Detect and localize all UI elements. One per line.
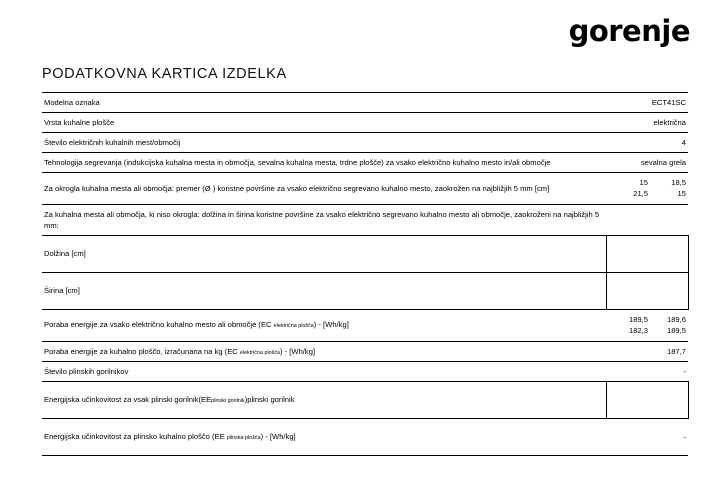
row-label-part: Poraba energije za kuhalno ploščo, izračunana na kg (EC <box>44 346 240 356</box>
row-label-part: ) - [Wh/kg] <box>260 432 296 442</box>
diameter-1: 15 <box>639 178 648 187</box>
row-label: Za okrogla kuhalna mesta ali območja: premer (Ø ) koristne površine za vsako električno segrevano kuhalno mesto, zaokrožen na najbližjih 5 mm [cm] <box>42 173 606 205</box>
row-label-subscript: električna plošča <box>239 349 281 356</box>
row-value <box>606 204 688 235</box>
table-row <box>42 419 688 456</box>
row-label: Modelna oznaka <box>42 93 606 113</box>
row-value: električna <box>606 113 688 133</box>
row-label <box>42 419 606 456</box>
row-label: Tehnologija segrevanja (indukcijska kuhalna mesta in območja, sevalna kuhalna mesta, trdne plošče) za vsako električno kuhalno mesto in/ali območje <box>42 153 606 173</box>
page-title: PODATKOVNA KARTICA IZDELKA <box>42 66 287 82</box>
row-value: 187,7 <box>606 341 688 362</box>
row-label-part: ) - [Wh/kg] <box>280 346 316 356</box>
row-label: Število električnih kuhalnih mest/območij <box>42 133 606 153</box>
energy-2: 189,6 <box>666 314 686 324</box>
row-value: - <box>606 362 688 382</box>
energy-4: 189,5 <box>666 326 686 336</box>
table-row <box>42 204 688 235</box>
table-row <box>42 235 688 272</box>
row-label-part: ) - [Wh/kg] <box>313 320 349 330</box>
row-value <box>606 309 688 341</box>
table-row <box>42 272 688 309</box>
table-row <box>42 153 688 173</box>
row-label: Število plinskih gorilnikov <box>42 362 606 382</box>
row-label <box>42 341 606 362</box>
table-row <box>42 382 688 419</box>
row-value <box>606 382 688 419</box>
row-value: sevalna grela <box>606 153 688 173</box>
diameter-2: 18,5 <box>671 178 686 187</box>
table-row <box>42 341 688 362</box>
row-value: 4 <box>606 133 688 153</box>
row-label <box>42 382 606 419</box>
table-row <box>42 113 688 133</box>
row-label-part: Poraba energije za vsako električno kuhalno mesto ali območje (EC <box>44 320 274 330</box>
row-label: Dolžina [cm] <box>42 235 606 272</box>
table-row <box>42 362 688 382</box>
specifications-table <box>42 92 689 456</box>
row-value <box>606 235 688 272</box>
table-row <box>42 133 688 153</box>
row-label: Vrsta kuhalne plošče <box>42 113 606 133</box>
row-label-subscript: plinski gorilnik <box>211 398 245 405</box>
row-label-part: Energijska učinkovitost za plinsko kuhalno ploščo (EE <box>44 432 227 442</box>
table-row <box>42 173 688 205</box>
row-label <box>42 309 606 341</box>
row-value: ECT41SC <box>606 93 688 113</box>
row-label: Za kuhalna mesta ali območja, ki niso okrogla: dolžina in širina koristne površine za vsako električno segrevano kuhalno mesto ali območje, zaokroženi na najbližjih 5 mm: <box>42 204 606 235</box>
diameter-4: 15 <box>677 189 686 199</box>
row-label-subscript: električna plošča <box>273 323 314 330</box>
row-label-part: )plinski gorilnik <box>244 395 295 405</box>
row-label: Širina [cm] <box>42 272 606 309</box>
gorenje-logo: gorenje <box>568 14 690 48</box>
row-label-part: Energijska učinkovitost za vsak plinski gorilnik(EE <box>44 395 212 405</box>
diameter-3: 21,5 <box>633 189 648 199</box>
energy-1: 189,5 <box>628 314 648 324</box>
row-value <box>606 272 688 309</box>
table-row <box>42 93 688 113</box>
row-label-subscript: plinska plošča <box>226 435 261 442</box>
row-value <box>606 173 688 205</box>
energy-3: 182,3 <box>628 326 648 336</box>
row-value: - <box>606 419 688 456</box>
table-row <box>42 309 688 341</box>
